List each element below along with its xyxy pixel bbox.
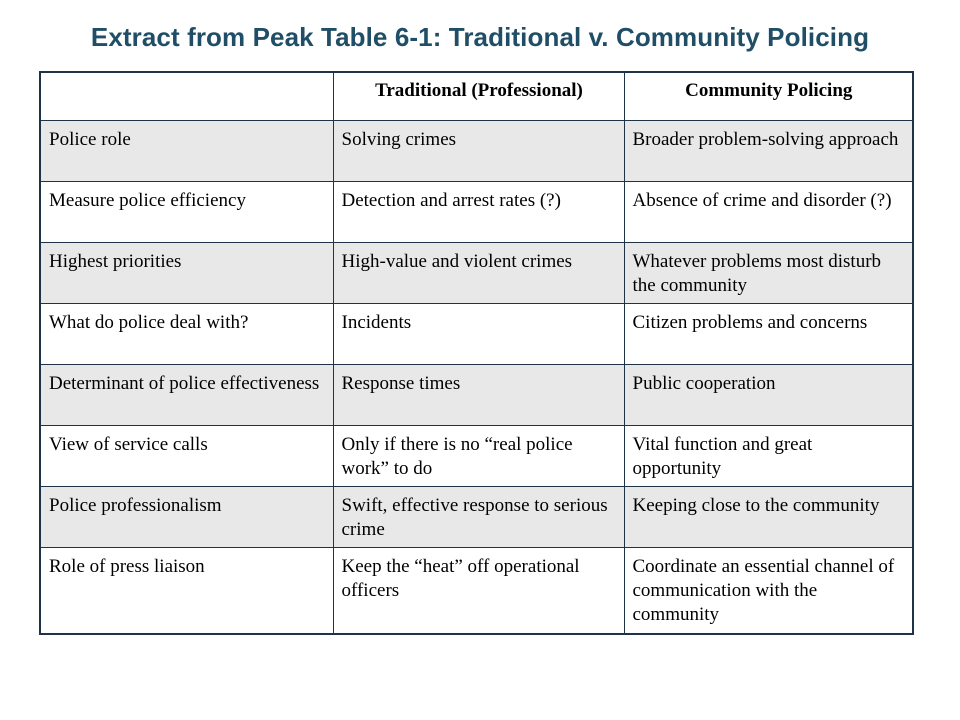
- table-row: [40, 548, 913, 634]
- community-cell: Coordinate an essential channel of communication with the community: [624, 548, 913, 634]
- table-row: [40, 304, 913, 365]
- community-cell: Whatever problems most disturb the community: [624, 243, 913, 304]
- header-empty-cell: [40, 72, 333, 121]
- slide-title: Extract from Peak Table 6-1: Traditional v. Community Policing: [90, 22, 870, 52]
- table-row: [40, 121, 913, 182]
- header-traditional: Traditional (Professional): [333, 72, 624, 121]
- community-cell: Absence of crime and disorder (?): [624, 182, 913, 243]
- row-label: Role of press liaison: [40, 548, 333, 634]
- traditional-cell: High-value and violent crimes: [333, 243, 624, 304]
- row-label: What do police deal with?: [40, 304, 333, 365]
- header-community: Community Policing: [624, 72, 913, 121]
- row-label: Highest priorities: [40, 243, 333, 304]
- table-row: [40, 243, 913, 304]
- row-label: Police professionalism: [40, 487, 333, 548]
- table-row: [40, 182, 913, 243]
- community-cell: Vital function and great opportunity: [624, 426, 913, 487]
- row-label: Measure police efficiency: [40, 182, 333, 243]
- traditional-cell: Keep the “heat” off operational officers: [333, 548, 624, 634]
- header-row: [40, 72, 913, 121]
- community-cell: Keeping close to the community: [624, 487, 913, 548]
- community-cell: Broader problem-solving approach: [624, 121, 913, 182]
- traditional-cell: Detection and arrest rates (?): [333, 182, 624, 243]
- table-row: [40, 365, 913, 426]
- traditional-cell: Response times: [333, 365, 624, 426]
- community-cell: Citizen problems and concerns: [624, 304, 913, 365]
- traditional-cell: Incidents: [333, 304, 624, 365]
- table-row: [40, 487, 913, 548]
- table-row: [40, 426, 913, 487]
- traditional-cell: Swift, effective response to serious crime: [333, 487, 624, 548]
- row-label: Determinant of police effectiveness: [40, 365, 333, 426]
- traditional-cell: Solving crimes: [333, 121, 624, 182]
- community-cell: Public cooperation: [624, 365, 913, 426]
- comparison-table: [39, 71, 914, 635]
- row-label: Police role: [40, 121, 333, 182]
- traditional-cell: Only if there is no “real police work” to do: [333, 426, 624, 487]
- row-label: View of service calls: [40, 426, 333, 487]
